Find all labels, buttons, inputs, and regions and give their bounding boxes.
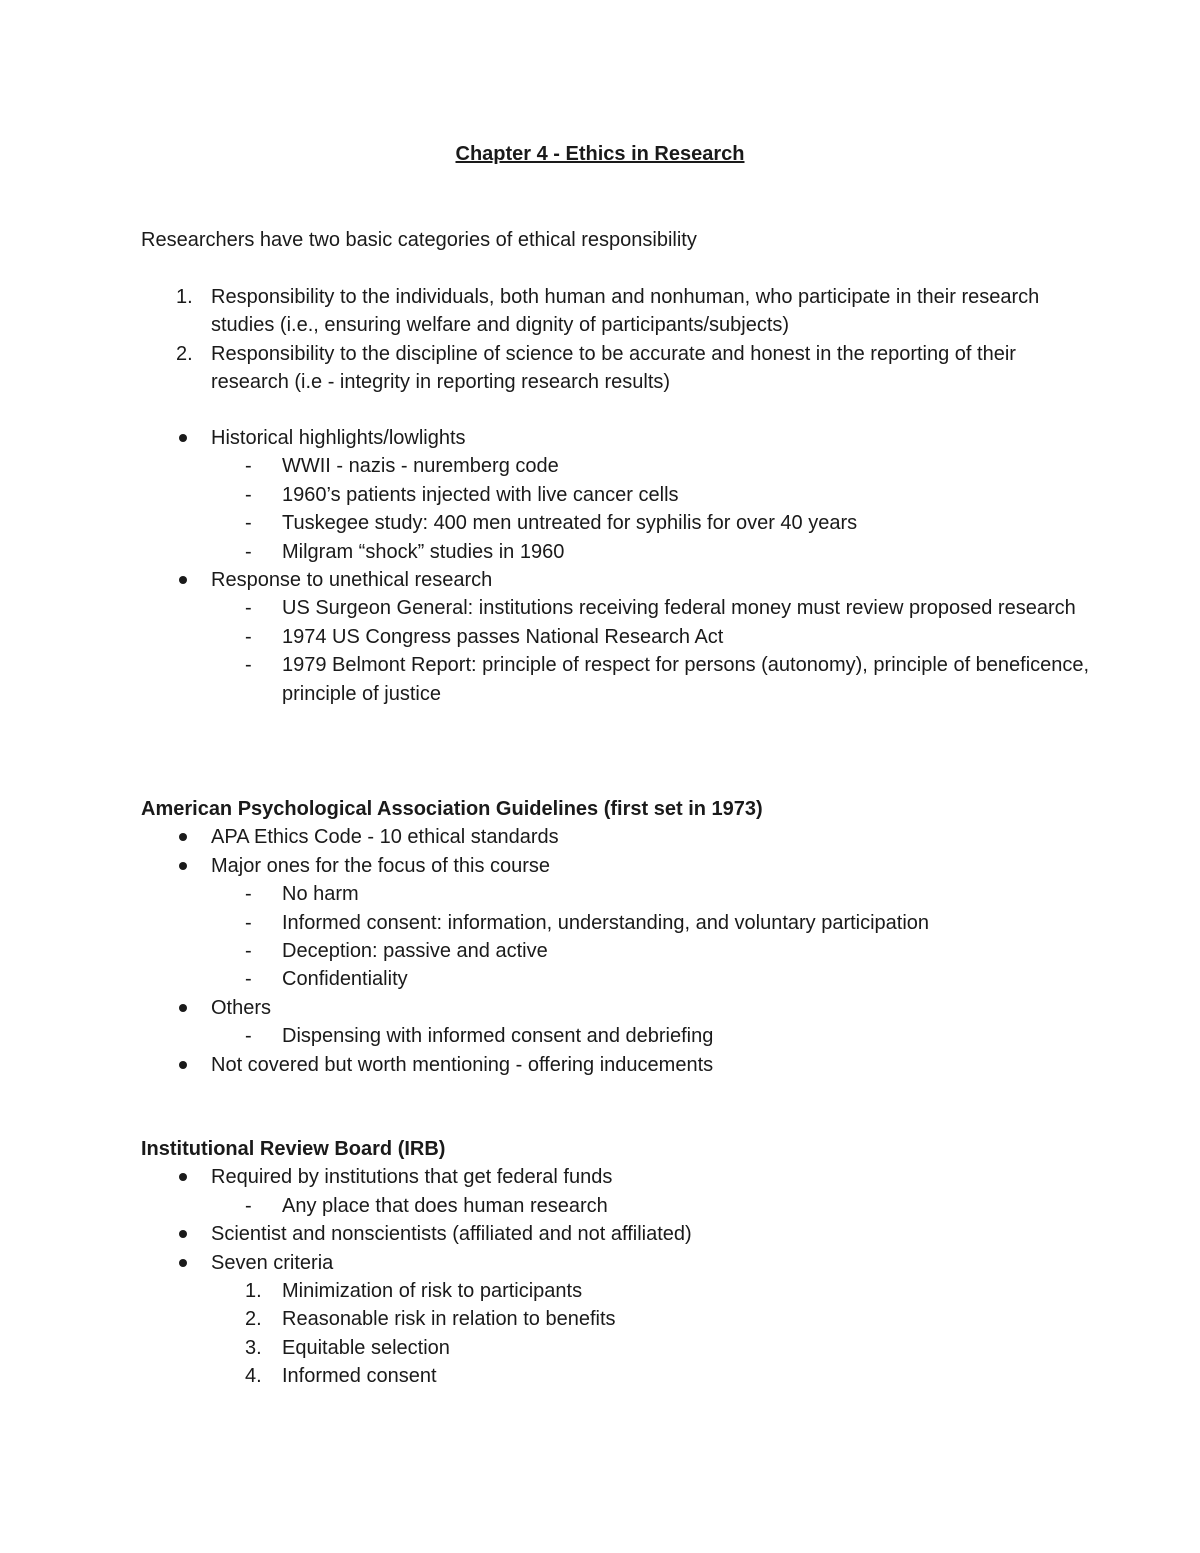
list-number: 3.: [245, 1336, 262, 1359]
sub-item: [141, 1192, 1091, 1220]
apa-list: [141, 823, 1091, 1079]
irb-section: [141, 1135, 1091, 1391]
bullet-text: Major ones for the focus of this course: [211, 854, 551, 877]
sub-item-text: Deception: passive and active: [282, 940, 548, 963]
sub-item: [141, 623, 1091, 651]
sub-item: [141, 937, 1091, 965]
bullet-text: Historical highlights/lowlights: [211, 427, 466, 449]
criteria-text: Minimization of risk to participants: [282, 1280, 583, 1303]
sub-item-text: Confidentiality: [282, 968, 408, 991]
dash-icon: -: [245, 883, 252, 906]
list-number: 1.: [245, 1280, 262, 1303]
bullet-text: Seven criteria: [211, 1251, 334, 1274]
dash-icon: -: [245, 455, 252, 478]
sub-item: [141, 880, 1091, 908]
sub-item: [141, 538, 1091, 566]
sub-item-text: US Surgeon General: institutions receiving federal money must review proposed research: [282, 597, 1076, 620]
bullet-text: Others: [211, 996, 272, 1019]
dash-icon: -: [245, 597, 252, 620]
criteria-item: [141, 1305, 1091, 1333]
sub-item-text: WWII - nazis - nuremberg code: [282, 455, 559, 478]
sub-item-text: Informed consent: information, understanding, and voluntary participation: [282, 911, 930, 934]
list-item: [141, 340, 1091, 397]
bullet-icon: [179, 1004, 187, 1012]
sub-item: [141, 909, 1091, 937]
dash-icon: -: [245, 654, 252, 677]
sub-item-text: Tuskegee study: 400 men untreated for syphilis for over 40 years: [282, 512, 858, 535]
sub-item-text: No harm: [282, 883, 359, 906]
intro-text: Researchers have two basic categories of ethical responsibility: [141, 229, 697, 251]
sub-item-text: 1960’s patients injected with live cancer cells: [282, 483, 679, 506]
history-section: [141, 424, 1091, 708]
bullet-item: [141, 1051, 1091, 1079]
criteria-text: Reasonable risk in relation to benefits: [282, 1308, 616, 1331]
list-number: 4.: [245, 1365, 262, 1388]
sub-item-text: Milgram “shock” studies in 1960: [282, 540, 565, 563]
list-item-text: Responsibility to the individuals, both human and nonhuman, who participate in their research studies (i.e., ensuring welfare and dignity of participants/subjects): [211, 286, 1040, 337]
responsibility-list: [141, 283, 1091, 397]
bullet-icon: [179, 833, 187, 841]
bullet-item: [141, 1220, 1091, 1248]
bullet-icon: [179, 576, 187, 584]
bullet-text: APA Ethics Code - 10 ethical standards: [211, 826, 559, 849]
sub-item: [141, 509, 1091, 537]
bullet-item: [141, 424, 1091, 452]
sub-item: [141, 452, 1091, 480]
sub-item: [141, 965, 1091, 993]
dash-icon: -: [245, 1025, 252, 1048]
sub-item-text: 1979 Belmont Report: principle of respect for persons (autonomy), principle of beneficence, principle of justice: [282, 654, 1090, 705]
sub-item: [141, 594, 1091, 622]
list-item: [141, 283, 1091, 340]
irb-list: [141, 1163, 1091, 1390]
bullet-text: Response to unethical research: [211, 569, 493, 592]
criteria-text: Equitable selection: [282, 1336, 450, 1359]
bullet-text: Scientist and nonscientists (affiliated and not affiliated): [211, 1223, 692, 1246]
criteria-item: [141, 1334, 1091, 1362]
bullet-item: [141, 566, 1091, 594]
sub-item-text: 1974 US Congress passes National Research Act: [282, 625, 724, 648]
bullet-icon: [179, 434, 187, 442]
dash-icon: -: [245, 911, 252, 934]
bullet-item: [141, 994, 1091, 1022]
dash-icon: -: [245, 968, 252, 991]
bullet-item: [141, 1163, 1091, 1191]
dash-icon: -: [245, 940, 252, 963]
criteria-item: [141, 1277, 1091, 1305]
list-number: 1.: [176, 286, 193, 308]
criteria-text: Informed consent: [282, 1365, 437, 1388]
bullet-icon: [179, 1259, 187, 1267]
list-number: 2.: [245, 1308, 262, 1331]
apa-section: [141, 795, 1091, 1079]
criteria-item: [141, 1362, 1091, 1390]
sub-item: [141, 481, 1091, 509]
bullet-icon: [179, 1061, 187, 1069]
dash-icon: -: [245, 483, 252, 506]
list-item-text: Responsibility to the discipline of science to be accurate and honest in the reporting of their research (i.e - integrity in reporting research results): [211, 342, 1016, 394]
sub-item: [141, 651, 1091, 708]
bullet-icon: [179, 1173, 187, 1181]
dash-icon: -: [245, 1194, 252, 1217]
dash-icon: -: [245, 625, 252, 648]
page-title: Chapter 4 - Ethics in Research: [455, 143, 745, 165]
bullet-text: Not covered but worth mentioning - offering inducements: [211, 1053, 714, 1076]
sub-item-text: Dispensing with informed consent and debriefing: [282, 1025, 714, 1048]
bullet-item: [141, 852, 1091, 880]
dash-icon: -: [245, 512, 252, 535]
bullet-icon: [179, 862, 187, 870]
bullet-icon: [179, 1230, 187, 1238]
dash-icon: -: [245, 540, 252, 563]
bullet-item: [141, 823, 1091, 851]
list-number: 2.: [176, 342, 193, 365]
bullet-item: [141, 1249, 1091, 1277]
section-heading: American Psychological Association Guidelines (first set in 1973): [141, 798, 763, 820]
sub-item: [141, 1022, 1091, 1050]
section-heading: Institutional Review Board (IRB): [141, 1138, 446, 1160]
sub-item-text: Any place that does human research: [282, 1194, 608, 1217]
bullet-text: Required by institutions that get federal funds: [211, 1166, 613, 1189]
